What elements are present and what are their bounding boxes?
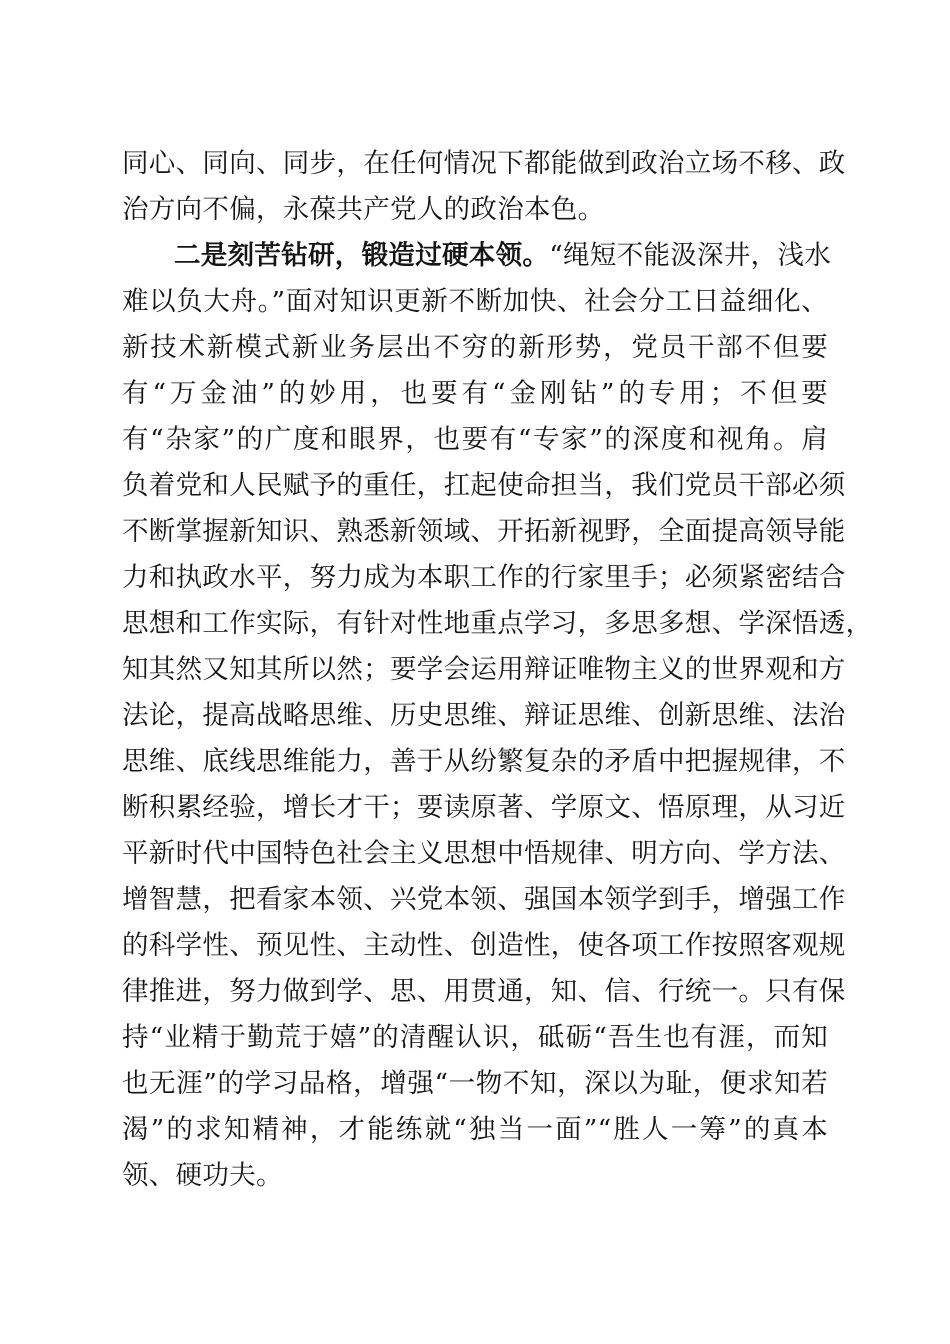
paragraph-2-line: 法论，提高战略思维、历史思维、辩证思维、创新思维、法治 — [122, 700, 846, 731]
paragraph-1-line-2: 治方向不偏，永葆共产党人的政治本色。 — [122, 194, 605, 225]
paragraph-2-line: 增智慧，把看家本领、兴党本领、强国本领学到手，增强工作 — [122, 884, 846, 915]
paragraph-2-line: 平新时代中国特色社会主义思想中悟规律、明方向、学方法、 — [122, 838, 846, 869]
paragraph-2-line: 断积累经验，增长才干；要读原著、学原文、悟原理，从习近 — [122, 792, 846, 823]
paragraph-2-line: 思想和工作实际，有针对性地重点学习，多思多想、学深悟透， — [122, 608, 873, 639]
paragraph-2-line: 思维、底线思维能力，善于从纷繁复杂的矛盾中把握规律，不 — [122, 746, 846, 777]
paragraph-2-line: 持“业精于勤荒于嬉”的清醒认识，砥砺“吾生也有涯，而知 — [122, 1022, 828, 1053]
paragraph-2-line: 知其然又知其所以然；要学会运用辩证唯物主义的世界观和方 — [122, 654, 846, 685]
paragraph-2-line: 不断掌握新知识、熟悉新领域、开拓新视野，全面提高领导能 — [122, 516, 846, 547]
paragraph-1-line-1: 同心、同向、同步，在任何情况下都能做到政治立场不移、政 — [122, 148, 846, 179]
paragraph-2-line: 律推进，努力做到学、思、用贯通，知、信、行统一。只有保 — [122, 976, 846, 1007]
paragraph-2-line: 渴”的求知精神，才能练就“独当一面”“胜人一筹”的真本 — [122, 1114, 828, 1145]
paragraph-2-line: 也无涯”的学习品格，增强“一物不知，深以为耻，便求知若 — [122, 1068, 828, 1099]
paragraph-2-line-1 — [174, 239, 832, 273]
paragraph-2-line: 负着党和人民赋予的重任，扛起使命担当，我们党员干部必须 — [122, 470, 846, 501]
paragraph-2-line: 有“万金油”的妙用，也要有“金刚钻”的专用；不但要 — [122, 378, 828, 409]
paragraph-2-line: 有“杂家”的广度和眼界，也要有“专家”的深度和视角。肩 — [122, 424, 828, 455]
paragraph-2-line: 力和执政水平，努力成为本职工作的行家里手；必须紧密结合 — [122, 562, 846, 593]
paragraph-2-lead-heading: 二是刻苦钻研，锻造过硬本领。 — [174, 240, 550, 271]
paragraph-2-line: 难以负大舟。”面对知识更新不断加快、社会分工日益细化、 — [122, 286, 828, 317]
paragraph-2-line: 的科学性、预见性、主动性、创造性，使各项工作按照客观规 — [122, 930, 846, 961]
paragraph-2-last-line: 领、硬功夫。 — [122, 1160, 283, 1191]
paragraph-2-line-1-rest: “绳短不能汲深井，浅水 — [549, 240, 832, 271]
paragraph-2-line: 新技术新模式新业务层出不穷的新形势，党员干部不但要 — [122, 332, 828, 363]
